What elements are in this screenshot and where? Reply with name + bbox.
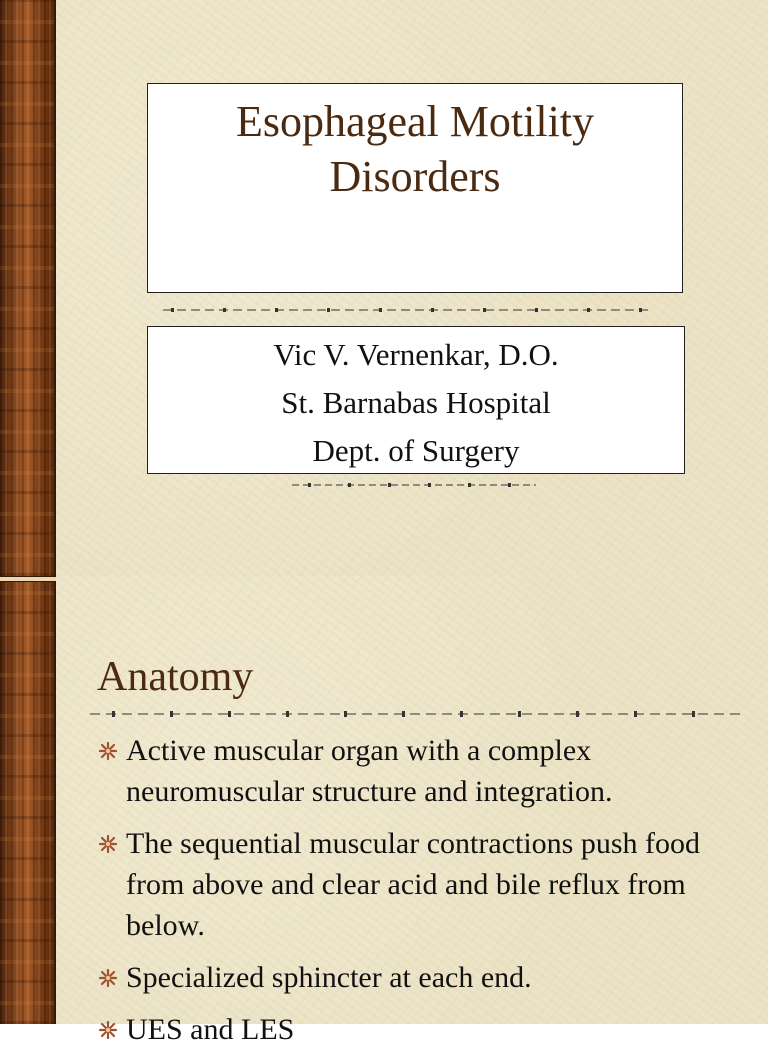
author-name: Vic V. Vernenkar, D.O. — [273, 337, 559, 372]
dash-dot-divider-graphic — [292, 479, 536, 491]
wood-sidebar — [0, 0, 56, 576]
anatomy-slide — [0, 576, 768, 1046]
hospital-name: St. Barnabas Hospital — [281, 385, 551, 420]
bullet-text: Specialized sphincter at each end. — [126, 961, 532, 994]
title-divider — [163, 304, 651, 316]
bullet-text: The sequential muscular contractions push food from above and clear acid and bile reflux from below. — [126, 827, 701, 942]
asterisk-star-bullet-icon — [98, 968, 118, 988]
asterisk-star-bullet-icon — [98, 741, 118, 761]
bullet-item — [98, 957, 738, 998]
title-box — [147, 83, 683, 293]
slide-heading: Anatomy — [97, 654, 254, 700]
bullet-list — [98, 730, 738, 1061]
bullet-text: Active muscular organ with a complex neuromuscular structure and integration. — [126, 734, 613, 808]
dash-dot-divider-graphic — [163, 304, 651, 316]
wood-sidebar — [0, 576, 56, 1024]
asterisk-star-bullet-icon — [98, 1020, 118, 1040]
asterisk-star-bullet-icon — [98, 834, 118, 854]
bullet-item — [98, 1009, 738, 1050]
slide-separator — [0, 576, 56, 582]
department-name: Dept. of Surgery — [312, 433, 520, 468]
subtitle-divider — [292, 479, 536, 491]
bullet-item — [98, 730, 738, 812]
slide-title: Esophageal Motility Disorders — [235, 97, 595, 201]
bullet-item — [98, 823, 738, 946]
dash-dot-divider-graphic — [90, 708, 744, 720]
bullet-text: UES and LES — [126, 1013, 295, 1046]
subtitle-box — [147, 326, 685, 474]
heading-divider — [90, 708, 744, 720]
